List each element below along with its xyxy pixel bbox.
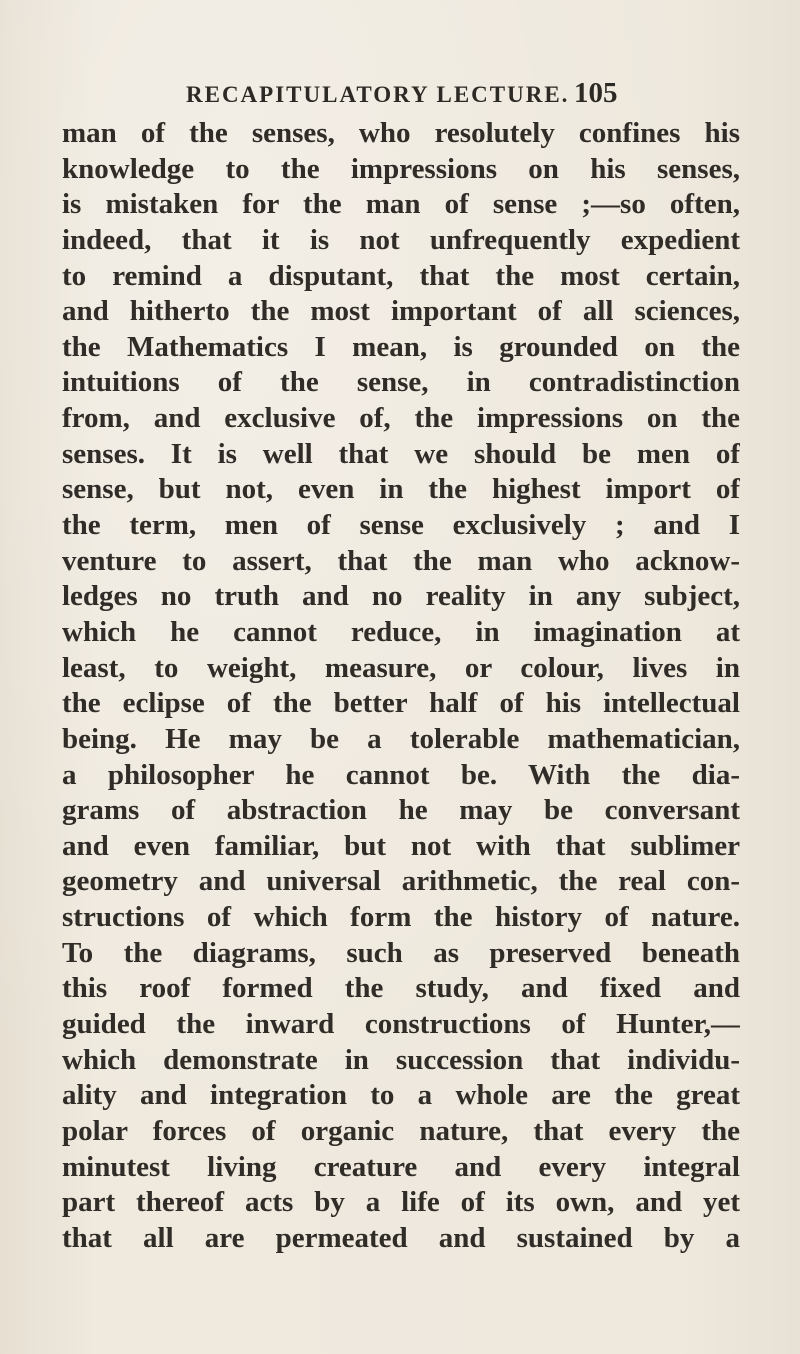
- text-line: grams of abstraction he may be conversant: [62, 794, 740, 827]
- text-line: sense, but not, even in the highest import of: [62, 473, 740, 506]
- text-line: polar forces of organic nature, that every the: [62, 1114, 740, 1147]
- text-line: indeed, that it is not unfrequently expedient: [62, 223, 740, 256]
- text-line: this roof formed the study, and fixed and: [62, 972, 740, 1005]
- text-line: senses. It is well that we should be men of: [62, 437, 740, 470]
- text-line: to remind a disputant, that the most certain,: [62, 259, 740, 292]
- page-number: 105: [574, 77, 618, 109]
- text-line: part thereof acts by a life of its own, and yet: [62, 1186, 740, 1219]
- text-line: the Mathematics I mean, is grounded on the: [62, 330, 740, 363]
- text-line: from, and exclusive of, the impressions on the: [62, 402, 740, 435]
- text-line: To the diagrams, such as preserved beneath: [62, 936, 740, 969]
- body-text: [62, 116, 740, 1257]
- text-line: a philosopher he cannot be. With the dia-: [62, 758, 740, 791]
- text-line: is mistaken for the man of sense ;—so often,: [62, 188, 740, 221]
- text-line: knowledge to the impressions on his senses,: [62, 152, 740, 185]
- text-line: structions of which form the history of nature.: [62, 901, 740, 934]
- text-line: the term, men of sense exclusively ; and I: [62, 509, 740, 542]
- text-line: minutest living creature and every integral: [62, 1150, 740, 1183]
- text-line: and hitherto the most important of all sciences,: [62, 295, 740, 328]
- running-title: RECAPITULATORY LECTURE.: [186, 82, 570, 107]
- text-line: that all are permeated and sustained by a: [62, 1221, 740, 1254]
- text-line: geometry and universal arithmetic, the real con-: [62, 865, 740, 898]
- text-line: guided the inward constructions of Hunter,—: [62, 1008, 740, 1041]
- text-line: ledges no truth and no reality in any subject,: [62, 580, 740, 613]
- running-head: [0, 78, 800, 112]
- text-line: which he cannot reduce, in imagination at: [62, 615, 740, 648]
- text-line: venture to assert, that the man who acknow-: [62, 544, 740, 577]
- text-line: intuitions of the sense, in contradistinction: [62, 366, 740, 399]
- text-line: which demonstrate in succession that individu-: [62, 1043, 740, 1076]
- text-line: the eclipse of the better half of his intellectual: [62, 687, 740, 720]
- text-line: being. He may be a tolerable mathematician,: [62, 722, 740, 755]
- text-line: and even familiar, but not with that sublimer: [62, 829, 740, 862]
- text-line: ality and integration to a whole are the great: [62, 1079, 740, 1112]
- text-line: man of the senses, who resolutely confines his: [62, 117, 740, 149]
- text-line: least, to weight, measure, or colour, lives in: [62, 651, 740, 684]
